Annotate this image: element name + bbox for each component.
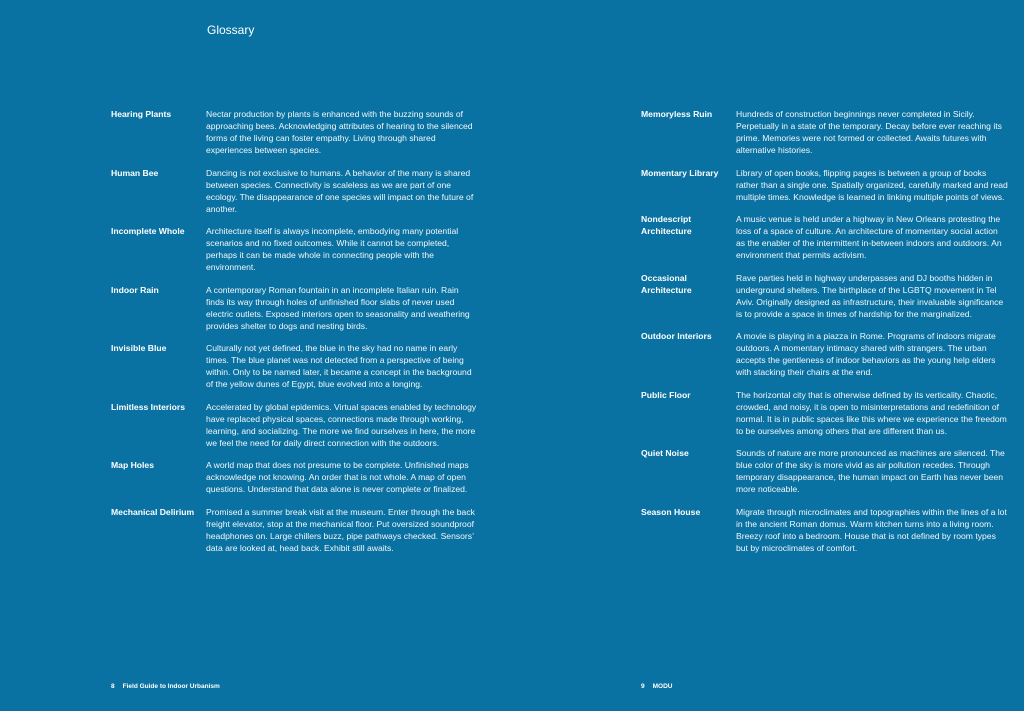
- glossary-definition: A music venue is held under a highway in New Orleans protesting the loss of a space of culture. An architecture of momentary social action as the enabler of the intermittent in-between indoors and outdoors. An environment that permits activism.: [736, 214, 1002, 260]
- page-number: 9: [641, 683, 645, 690]
- glossary-definition: Architecture itself is always incomplete, embodying many potential scenarios and no fixed outcomes. While it cannot be completed, perhaps it can be made whole in connecting people with the environment.: [206, 226, 459, 272]
- glossary-entry: [111, 506, 491, 554]
- glossary-term: Memoryless Ruin: [641, 109, 713, 119]
- glossary-definition: The horizontal city that is otherwise defined by its verticality. Chaotic, crowded, and noisy, it is open to misinterpretations and redefinition of normal. It is in public spaces like this where we experience the freedom to be ourselves among others that are different than us.: [736, 389, 1007, 436]
- glossary-term: Invisible Blue: [111, 343, 167, 353]
- glossary-definition: Rave parties held in highway underpasses and DJ booths hidden in underground shelters. The birthplace of the LGBTQ movement in Tel Aviv. Originally designed as infrastructure, their invaluable significance is to provide a space in times of hardship for the marginalized.: [736, 272, 1004, 319]
- glossary-entry: [111, 108, 491, 156]
- glossary-term: Public Floor: [641, 389, 691, 400]
- glossary-entry: [641, 447, 1021, 495]
- glossary-term: Mechanical Delirium: [111, 506, 195, 517]
- glossary-term: Map Holes: [111, 460, 154, 470]
- glossary-term: Hearing Plants: [111, 109, 172, 119]
- glossary-entry: [641, 330, 1021, 378]
- glossary-term: Nondescript Architecture: [641, 214, 692, 236]
- glossary-entry: [641, 108, 1021, 156]
- glossary-term: Season House: [641, 506, 701, 517]
- glossary-definition: Promised a summer break visit at the museum. Enter through the back freight elevator, stop at the mechanical floor. Put oversized soundproof headphones on. Large chillers buzz, pipe pathways checked. Sensors’ data are looked at, head back. Exhibit still awaits.: [206, 506, 475, 553]
- glossary-entry: [111, 459, 491, 495]
- publisher-label: MODU: [652, 683, 673, 690]
- glossary-term: Momentary Library: [641, 167, 719, 178]
- glossary-definition: Accelerated by global epidemics. Virtual spaces enabled by technology have replaced physical spaces, connections made through working, learning, and socializing. The more we find ourselves in here, the more we feel the need for daily direct connection with the outdoors.: [206, 401, 477, 448]
- glossary-term: Outdoor Interiors: [641, 331, 712, 341]
- glossary-definition: Hundreds of construction beginnings never completed in Sicily. Perpetually in a state of the temporary. Decay before ever reaching its prime. Memories were not formed or collected. Awaits futures with alternative histories.: [736, 109, 1002, 155]
- glossary-entry: [641, 389, 1021, 437]
- glossary-entry: [111, 342, 491, 390]
- glossary-definition: A movie is playing in a piazza in Rome. Programs of indoors migrate outdoors. A momentary intimacy shared with strangers. The urban accepts the gentleness of indoor behaviors as the young help elders with stacking their chairs at the end.: [736, 331, 996, 377]
- glossary-term: Occasional Architecture: [641, 272, 692, 295]
- glossary-definition: Migrate through microclimates and topographies within the lines of a lot in the ancient Roman domus. Warm kitchen turns into a living room. Breezy roof into a bedroom. House that is not defined by room types but by microclimates of comfort.: [736, 506, 1007, 553]
- left-page-footer: [111, 683, 220, 690]
- glossary-definition: A contemporary Roman fountain in an incomplete Italian ruin. Rain finds its way through holes of unfinished floor slabs of never used electric outlets. Exposed interiors open to seasonality and weathering provides shelter to dogs and nesting birds.: [206, 284, 470, 331]
- glossary-definition: A world map that does not presume to be complete. Unfinished maps acknowledge not knowing. An order that is not whole. A map of open questions. Understand that data alone is never complete or finalized.: [206, 460, 469, 494]
- right-page-glossary: [641, 108, 1021, 564]
- glossary-entry: [641, 506, 1021, 554]
- publication-title: Field Guide to Indoor Urbanism: [122, 683, 220, 690]
- glossary-entry: [641, 167, 1021, 203]
- page-title: Glossary: [207, 23, 255, 38]
- glossary-entry: [111, 401, 491, 449]
- glossary-term: Quiet Noise: [641, 448, 689, 458]
- glossary-definition: Sounds of nature are more pronounced as machines are silenced. The blue color of the sky is more vivid as air pollution recedes. Through temporary disappearance, the human impact on Earth has never been more noticeable.: [736, 448, 1005, 494]
- glossary-definition: Culturally not yet defined, the blue in the sky had no name in early times. The blue planet was not detected from a perspective of being within. Only to be named later, it became a concept in the background of the yellow dunes of Egypt, blue evolved into a longing.: [206, 343, 472, 389]
- glossary-term: Incomplete Whole: [111, 226, 185, 236]
- glossary-definition: Library of open books, flipping pages is between a group of books rather than a single one. Spatially organized, carefully marked and read multiple times. Knowledge is learned in linking multiple points of views.: [736, 167, 1008, 202]
- glossary-term: Limitless Interiors: [111, 401, 186, 412]
- glossary-entry: [111, 284, 491, 332]
- right-page-footer: [641, 683, 672, 690]
- glossary-entry: [641, 213, 1021, 261]
- glossary-entry: [641, 272, 1021, 320]
- glossary-term: Human Bee: [111, 167, 159, 178]
- glossary-definition: Nectar production by plants is enhanced with the buzzing sounds of approaching bees. Acknowledging attributes of hearing to the silenced forms of the living can foster empathy. Living through shared experiences between species.: [206, 109, 473, 155]
- glossary-definition: Dancing is not exclusive to humans. A behavior of the many is shared between species. Connectivity is scaleless as we are part of one ecology. The disappearance of one species will impact on the future of another.: [206, 167, 474, 214]
- glossary-entry: [111, 225, 491, 273]
- glossary-term: Indoor Rain: [111, 284, 159, 295]
- glossary-entry: [111, 167, 491, 215]
- page-number: 8: [111, 683, 115, 690]
- left-page-glossary: [111, 108, 491, 564]
